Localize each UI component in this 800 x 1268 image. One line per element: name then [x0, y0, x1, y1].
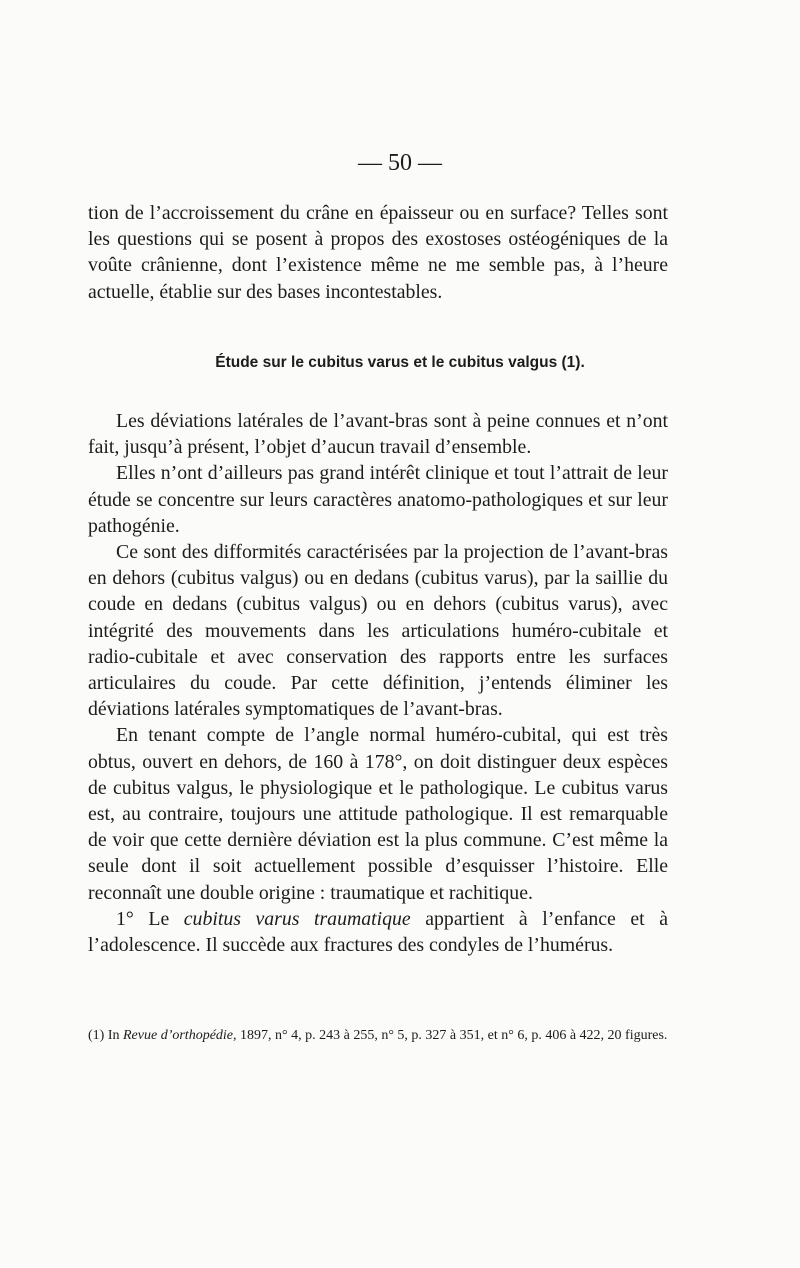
- paragraph: Ce sont des difformités caractérisées par la projection de l’avant-bras en dehors (cubitus valgus) ou en dedans (cubitus varus), par la saillie du coude en dedans (cubitus valgus) ou en dehors (cubitus varus), avec intégrité des mouvements dans les articulations huméro-cubitale et radio-cubitale et avec conservation des rapports entre les surfaces articulaires du coude. Par cette définition, j’entends éliminer les déviations latérales symptomatiques de l’avant-bras.: [88, 541, 668, 721]
- paragraph: Elles n’ont d’ailleurs pas grand intérêt clinique et tout l’attrait de leur étude se concentre sur leurs caractères anatomo-pathologiques et sur leur pathogénie.: [88, 462, 668, 537]
- footnote: [88, 1026, 668, 1045]
- section-heading: Étude sur le cubitus varus et le cubitus valgus (1).: [215, 354, 585, 371]
- footnote-suffix: , 1897, n° 4, p. 243 à 255, n° 5, p. 327 à 351, et n° 6, p. 406 à 422, 20 figures.: [233, 1028, 668, 1043]
- paragraph-prefix: 1° Le: [116, 907, 184, 930]
- intro-paragraph: [88, 200, 668, 305]
- paragraph: Les déviations latérales de l’avant-bras sont à peine connues et n’ont fait, jusqu’à présent, l’objet d’aucun travail d’ensemble.: [88, 410, 668, 459]
- paragraph-traumatic: [88, 906, 668, 958]
- footnote-prefix: (1) In: [88, 1028, 123, 1043]
- paragraph-suffix: appartient à l’enfance et à l’adolescence. Il succède aux fractures des condyles de l’humérus.: [88, 907, 668, 957]
- page-number: — 50 —: [358, 150, 442, 176]
- intro-text: tion de l’accroissement du crâne en épaisseur ou en surface? Telles sont les questions qui se posent à propos des exostoses ostéogéniques de la voûte crânienne, dont l’existence même ne me semble pas, à l’heure actuelle, établie sur des bases incontestables.: [88, 202, 668, 303]
- main-text: [88, 408, 668, 958]
- footnote-journal: Revue d’orthopédie: [123, 1028, 234, 1043]
- paragraph: En tenant compte de l’angle normal huméro-cubital, qui est très obtus, ouvert en dehors, de 160 à 178°, on doit distinguer deux espèces de cubitus valgus, le physiologique et le pathologique. Le cubitus varus est, au contraire, toujours une attitude pathologique. Il est remarquable de voir que cette dernière déviation est la plus commune. C’est même la seule dont il soit actuellement possible d’esquisser l’histoire. Elle reconnaît une double origine : traumatique et rachitique.: [88, 724, 668, 904]
- paragraph-italic-term: cubitus varus traumatique: [183, 907, 411, 930]
